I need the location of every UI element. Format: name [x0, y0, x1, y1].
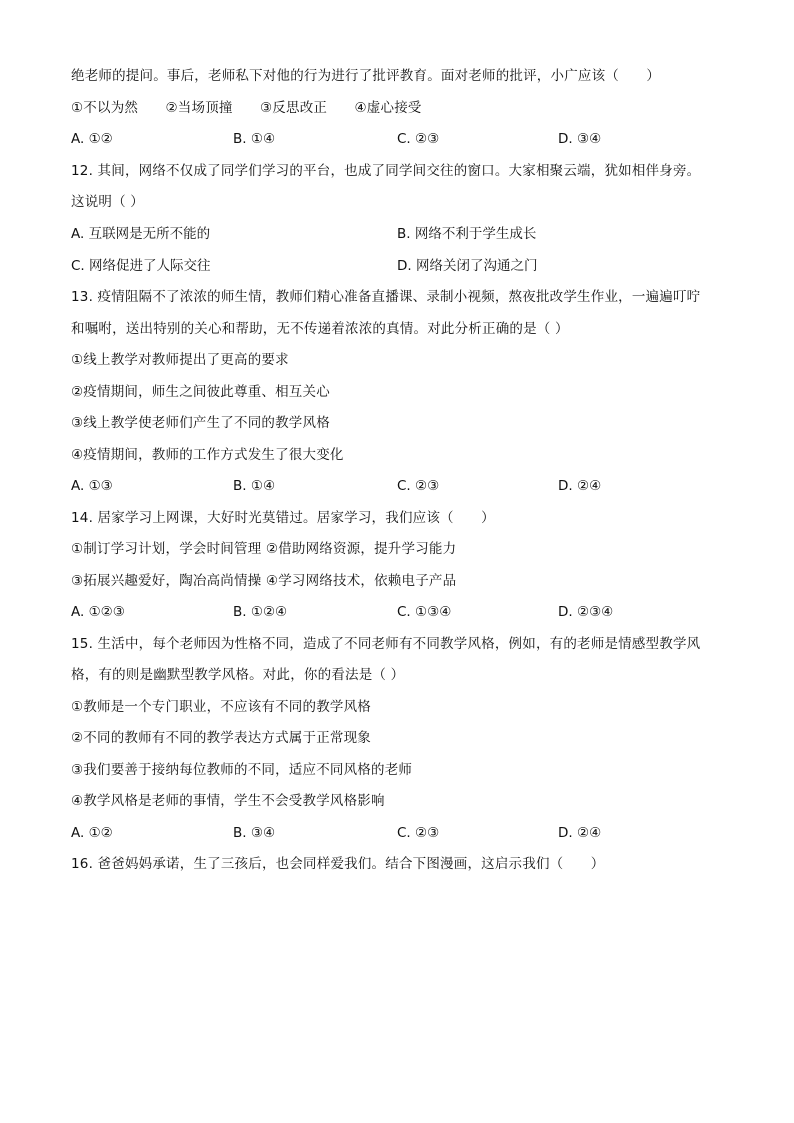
q13-stem-line2: 和嘱咐，送出特别的关心和帮助，无不传递着浓浓的真情。对此分析正确的是（ ）	[71, 321, 569, 337]
q15-item-3: ③我们要善于接纳每位教师的不同，适应不同风格的老师	[71, 762, 413, 778]
q13-stem-line1: 13. 疫情阻隔不了浓浓的师生情，教师们精心准备直播课、录制小视频，熬夜批改学生作业，一遍遍叮咛	[71, 289, 701, 305]
q13-item-3: ③线上教学使老师们产生了不同的教学风格	[71, 415, 330, 431]
q15-stem-line1: 15. 生活中，每个老师因为性格不同，造成了不同老师有不同教学风格，例如，有的老师是情感型教学风	[71, 636, 701, 652]
q15-option-a: A. ①②	[71, 825, 113, 841]
q12-option-a: A. 互联网是无所不能的	[71, 226, 211, 242]
q14-items-line2: ③拓展兴趣爱好，陶冶高尚情操 ④学习网络技术，依赖电子产品	[71, 573, 457, 589]
q13-item-1: ①线上教学对教师提出了更高的要求	[71, 352, 289, 368]
q11-option-a: A. ①②	[71, 131, 113, 147]
q15-option-c: C. ②③	[397, 825, 440, 841]
q12-stem-line2: 这说明（ ）	[71, 194, 144, 210]
q15-stem-line2: 格，有的则是幽默型教学风格。对此，你的看法是（ ）	[71, 667, 405, 683]
q15-option-b: B. ③④	[233, 825, 276, 841]
q13-option-c: C. ②③	[397, 478, 440, 494]
q14-option-b: B. ①②④	[233, 604, 288, 620]
q12-option-d: D. 网络关闭了沟通之门	[397, 258, 538, 274]
q12-option-b: B. 网络不利于学生成长	[397, 226, 537, 242]
q15-item-1: ①教师是一个专门职业，不应该有不同的教学风格	[71, 699, 372, 715]
q15-option-d: D. ②④	[558, 825, 602, 841]
q14-items-line1: ①制订学习计划，学会时间管理 ②借助网络资源，提升学习能力	[71, 541, 457, 557]
q15-item-4: ④教学风格是老师的事情，学生不会受教学风格影响	[71, 793, 385, 809]
q13-item-4: ④疫情期间，教师的工作方式发生了很大变化	[71, 447, 344, 463]
q14-option-c: C. ①③④	[397, 604, 452, 620]
q13-option-a: A. ①③	[71, 478, 113, 494]
q11-stem-tail: 绝老师的提问。事后，老师私下对他的行为进行了批评教育。面对老师的批评，小广应该（ ）	[71, 68, 661, 84]
q13-item-2: ②疫情期间，师生之间彼此尊重、相互关心	[71, 384, 330, 400]
q12-stem-line1: 12. 其间，网络不仅成了同学们学习的平台，也成了同学间交往的窗口。大家相聚云端，犹如相伴身旁。	[71, 163, 701, 179]
q14-option-a: A. ①②③	[71, 604, 125, 620]
q11-option-b: B. ①④	[233, 131, 276, 147]
q11-items: ①不以为然 ②当场顶撞 ③反思改正 ④虚心接受	[71, 100, 422, 116]
q13-option-d: D. ②④	[558, 478, 602, 494]
q13-option-b: B. ①④	[233, 478, 276, 494]
q11-option-c: C. ②③	[397, 131, 440, 147]
q15-item-2: ②不同的教师有不同的教学表达方式属于正常现象	[71, 730, 372, 746]
q12-option-c: C. 网络促进了人际交往	[71, 258, 211, 274]
q14-stem: 14. 居家学习上网课，大好时光莫错过。居家学习，我们应该（ ）	[71, 510, 495, 526]
q11-option-d: D. ③④	[558, 131, 602, 147]
q16-stem: 16. 爸爸妈妈承诺，生了三孩后，也会同样爱我们。结合下图漫画，这启示我们（ ）	[71, 856, 605, 872]
q14-option-d: D. ②③④	[558, 604, 614, 620]
